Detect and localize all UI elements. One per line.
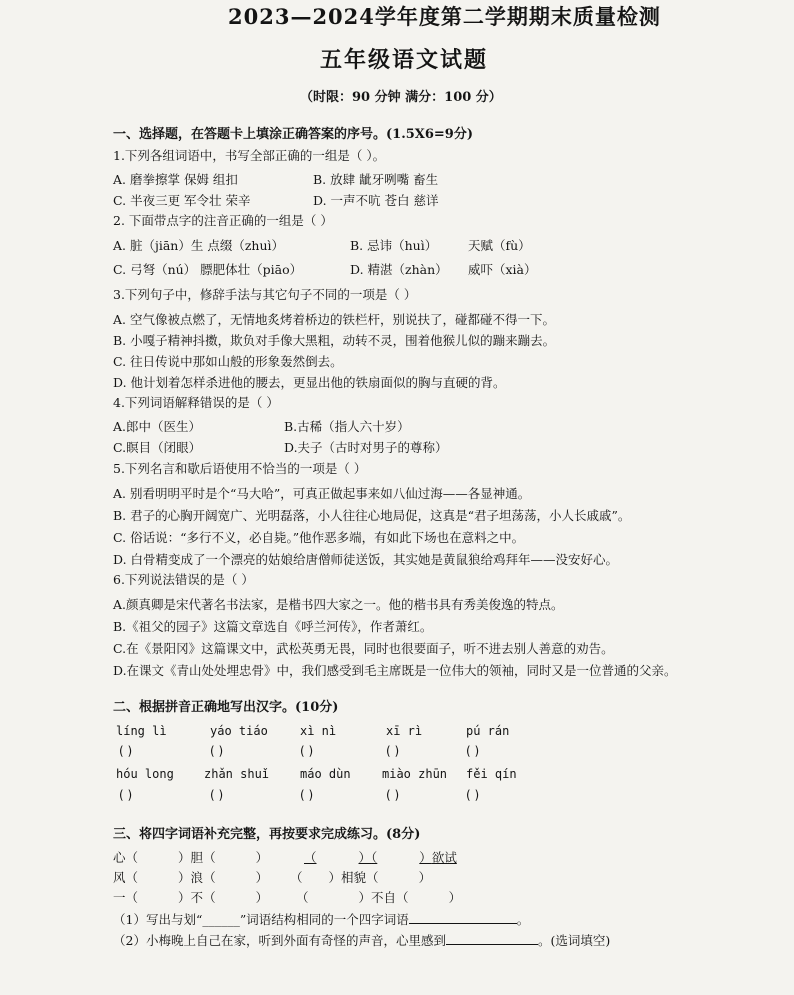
exam-subtitle: 五年级语文试题 <box>320 47 489 73</box>
open-paren: （ <box>203 870 216 885</box>
close-paren: ） <box>419 850 432 865</box>
idiom-fill-2 <box>304 850 457 866</box>
idiom-fill-3 <box>113 870 268 886</box>
q5-option-a: A. 别看明明平时是个“马大哈”，可真正做起事来如八仙过海——各显神通。 <box>113 486 531 501</box>
q6-option-b: B.《祖父的园子》这篇文章选自《呼兰河传》，作者萧红。 <box>113 619 433 634</box>
pinyin-item: líng lì <box>116 724 167 738</box>
exercise-1-text: （1）写出与划“______”词语结构相同的一个四字词语 <box>113 912 409 927</box>
q5-option-c: C. 俗话说：“多行不义，必自毙。”他作恶多端，有如此下场也在意料之中。 <box>113 530 525 545</box>
idiom-fill-5 <box>113 890 268 906</box>
q2-option-d2: 威吓（xià） <box>468 262 537 277</box>
close-paren: ） <box>255 850 269 865</box>
idiom-char: 不 <box>190 890 204 905</box>
idiom-char: 浪 <box>190 870 204 885</box>
exercise-2 <box>113 933 610 949</box>
answer-blank[interactable]: ( ) <box>210 788 224 802</box>
section3-heading: 三、将四字词语补充完整，再按要求完成练习。(8分) <box>113 827 421 842</box>
q4-stem: 4.下列词语解释错误的是（ ） <box>113 395 279 410</box>
answer-blank[interactable]: ( ) <box>210 744 224 758</box>
open-paren: （ <box>125 890 139 905</box>
exam-title: 2023—2024学年度第二学期期末质量检测 <box>228 4 661 29</box>
close-paren: ） <box>328 870 342 885</box>
exercise-1 <box>113 912 529 928</box>
idiom-fill-1 <box>113 850 268 866</box>
open-paren: （ <box>125 850 139 865</box>
q1-option-c: C. 半夜三更 军令壮 荣辛 <box>113 193 251 208</box>
q4-option-c: C.瞑目（闭眼） <box>113 440 202 455</box>
q2-stem: 2. 下面带点字的注音正确的一组是（ ） <box>113 213 333 228</box>
period: 。 <box>516 912 530 927</box>
exercise-2-tail: 。(选词填空) <box>537 933 611 948</box>
pinyin-item: máo dùn <box>300 767 351 781</box>
idiom-char: 欲试 <box>431 850 457 865</box>
q2-option-b2: 天赋（fù） <box>468 238 531 253</box>
close-paren: ） <box>178 850 191 865</box>
open-paren: （ <box>125 870 139 885</box>
answer-blank[interactable]: ( ) <box>300 744 314 758</box>
close-paren: ） <box>255 870 269 885</box>
q3-option-d: D. 他计划着怎样杀进他的腰去，更显出他的铁扇面似的胸与直硬的背。 <box>113 375 506 390</box>
answer-blank[interactable]: ( ) <box>119 744 133 758</box>
open-paren: （ <box>366 870 379 885</box>
q6-stem: 6.下列说法错误的是（ ） <box>113 572 254 587</box>
pinyin-item: xī rì <box>386 724 423 738</box>
close-paren: ） <box>255 890 269 905</box>
q1-option-a: A. 磨拳擦掌 保姆 组扣 <box>113 172 238 187</box>
open-paren: （ <box>396 890 409 905</box>
pinyin-item: xì nì <box>300 724 337 738</box>
q3-option-a: A. 空气像被点燃了，无情地炙烤着桥边的铁栏杆，别说扶了，碰都碰不得一下。 <box>113 312 555 327</box>
q6-option-c: C.在《景阳冈》这篇课文中，武松英勇无畏，同时也很要面子，听不进去别人善意的劝告。 <box>113 641 614 656</box>
idiom-char: 一 <box>113 890 126 905</box>
open-paren: （ <box>304 850 317 865</box>
pinyin-item: zhǎn shuǐ <box>204 767 270 781</box>
answer-blank[interactable]: ( ) <box>386 788 400 802</box>
close-paren: ） <box>358 850 372 865</box>
q5-option-d: D. 白骨精变成了一个漂亮的姑娘给唐僧师徒送饭，其实她是黄鼠狼给鸡拜年——没安好心。 <box>113 552 619 567</box>
section1-heading: 一、选择题，在答题卡上填涂正确答案的序号。(1.5X6=9分) <box>113 127 473 142</box>
pinyin-item: miào zhūn <box>382 767 448 781</box>
q1-option-b: B. 放肆 龇牙咧嘴 畜生 <box>313 172 439 187</box>
q4-option-d: D.夫子（古时对男子的尊称） <box>284 440 448 455</box>
q3-option-b: B. 小嘎子精神抖擞，欺负对手像大黑粗，动转不灵，围着他猴儿似的蹦来蹦去。 <box>113 333 556 348</box>
open-paren: （ <box>203 890 216 905</box>
pinyin-item: pú rán <box>466 724 510 738</box>
pinyin-item: yáo tiáo <box>210 724 268 738</box>
q2-option-b: B. 忌讳（huì） <box>350 238 438 253</box>
close-paren: ） <box>418 870 432 885</box>
exercise-2-text: （2）小梅晚上自己在家，听到外面有奇怪的声音，心里感到 <box>113 933 446 948</box>
pinyin-item: fěi qín <box>466 767 517 781</box>
q1-stem: 1.下列各组词语中，书写全部正确的一组是（ ）。 <box>113 148 386 163</box>
open-paren: （ <box>371 850 378 865</box>
idiom-fill-6 <box>296 890 461 906</box>
answer-blank[interactable]: ( ) <box>466 744 480 758</box>
open-paren: （ <box>203 850 216 865</box>
answer-line[interactable] <box>409 923 517 924</box>
q5-stem: 5.下列名言和歇后语使用不恰当的一项是（ ） <box>113 461 367 476</box>
section2-heading: 二、根据拼音正确地写出汉字。(10分) <box>113 700 339 715</box>
idiom-char: 心 <box>113 850 126 865</box>
exam-time-score: （时限：90 分钟 满分：100 分） <box>300 90 502 105</box>
open-paren: （ <box>290 870 303 885</box>
answer-blank[interactable]: ( ) <box>466 788 480 802</box>
answer-blank[interactable]: ( ) <box>386 744 400 758</box>
q5-option-b: B. 君子的心胸开阔宽广、光明磊落，小人往往心地局促，这真是“君子坦荡荡，小人长戚戚”。 <box>113 508 631 523</box>
idiom-char: 不自 <box>371 890 397 905</box>
close-paren: ） <box>448 890 462 905</box>
q3-stem: 3.下列句子中，修辞手法与其它句子不同的一项是（ ） <box>113 287 417 302</box>
answer-blank[interactable]: ( ) <box>119 788 133 802</box>
idiom-fill-4 <box>290 870 431 886</box>
q4-option-b: B.古稀（指人六十岁） <box>284 419 410 434</box>
answer-blank[interactable]: ( ) <box>300 788 314 802</box>
q2-option-c: C. 弓弩（nú） 膘肥体壮（piāo） <box>113 262 303 277</box>
close-paren: ） <box>178 870 191 885</box>
idiom-char: 风 <box>113 870 126 885</box>
q6-option-a: A.颜真卿是宋代著名书法家，是楷书四大家之一。他的楷书具有秀美俊逸的特点。 <box>113 597 564 612</box>
idiom-char: 胆 <box>190 850 204 865</box>
q2-option-d: D. 精湛（zhàn） <box>350 262 448 277</box>
q4-option-a: A.郎中（医生） <box>113 419 202 434</box>
q1-option-d: D. 一声不吭 苍白 慈详 <box>313 193 439 208</box>
close-paren: ） <box>178 890 191 905</box>
answer-line[interactable] <box>446 944 538 945</box>
idiom-char: 相貌 <box>341 870 367 885</box>
q6-option-d: D.在课文《青山处处埋忠骨》中，我们感受到毛主席既是一位伟大的领袖，同时又是一位普通的父亲。 <box>113 663 677 678</box>
pinyin-item: hóu long <box>116 767 174 781</box>
q2-option-a: A. 脏（jiān）生 点缀（zhuì） <box>113 238 285 253</box>
close-paren: ） <box>358 890 372 905</box>
q3-option-c: C. 往日传说中那如山般的形象轰然倒去。 <box>113 354 343 369</box>
open-paren: （ <box>296 890 309 905</box>
